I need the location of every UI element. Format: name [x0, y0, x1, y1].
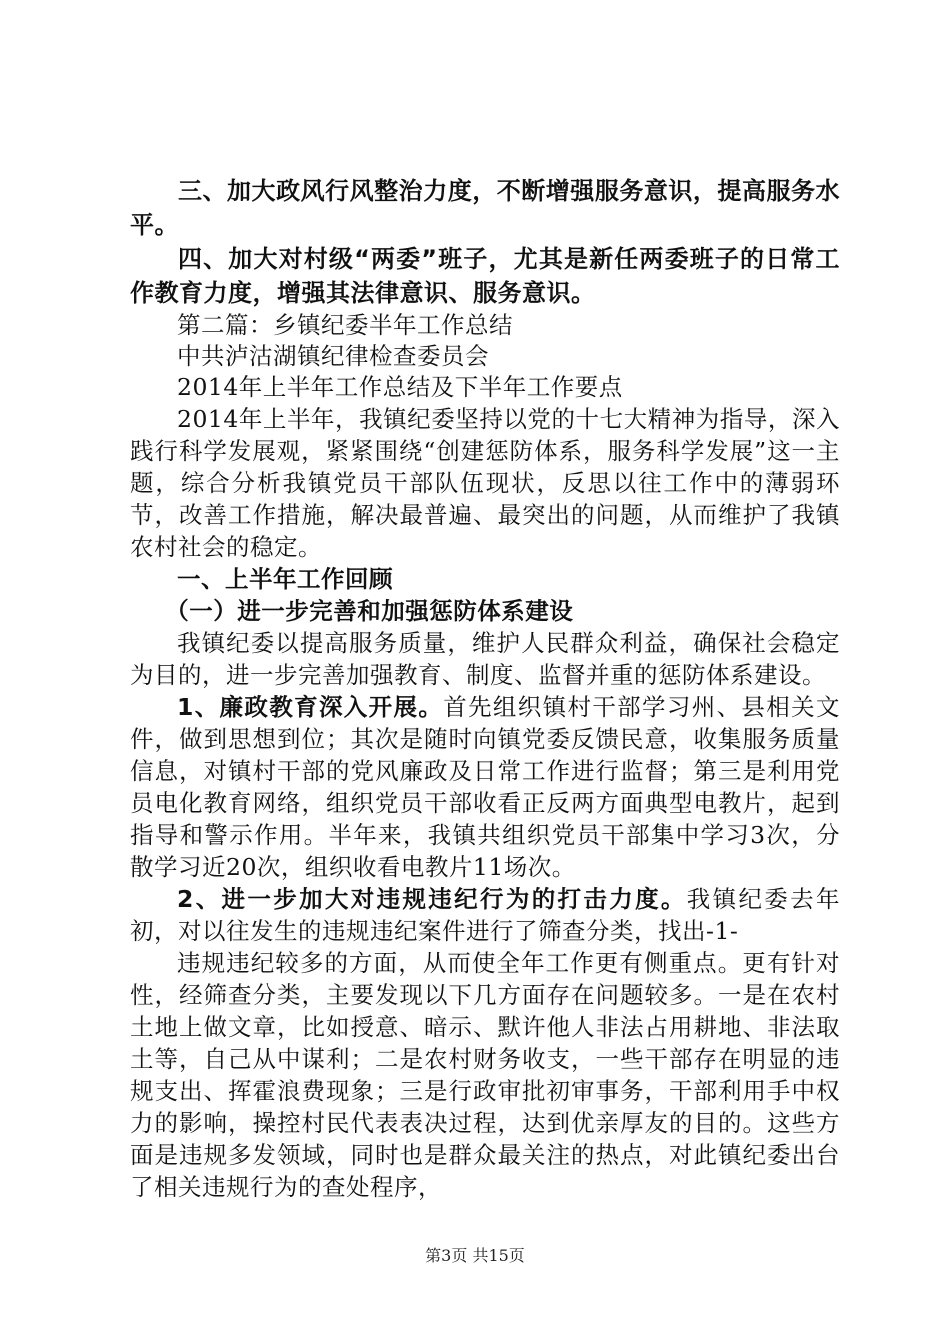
paragraph-integrity-education	[130, 691, 840, 883]
integrity-education-title: 1、廉政教育深入开展。	[177, 693, 444, 721]
document-body	[130, 174, 840, 1203]
paragraph-section-three: 三、加大政风行风整治力度，不断增强服务意识，提高服务水平。	[130, 177, 840, 239]
paragraph-crackdown	[130, 883, 840, 947]
paragraph-section-four: 四、加大对村级“两委”班子，尤其是新任两委班子的日常工作教育力度，增强其法律意识、服务意识。	[130, 245, 840, 307]
paragraph-intro: 2014年上半年，我镇纪委坚持以党的十七大精神为指导，深入践行科学发展观，紧紧围绕“创建惩防体系，服务科学发展”这一主题，综合分析我镇党员干部队伍现状，反思以往工作中的薄弱环节，改善工作措施，解决最普遍、最突出的问题，从而维护了我镇农村社会的稳定。	[130, 405, 840, 561]
paragraph-chapter-title: 第二篇：乡镇纪委半年工作总结	[177, 311, 513, 339]
subheading-prevention-system: （一）进一步完善和加强惩防体系建设	[165, 597, 574, 625]
paragraph-organization: 中共泸沽湖镇纪律检查委员会	[177, 342, 489, 370]
paragraph-report-title: 2014年上半年工作总结及下半年工作要点	[177, 373, 623, 401]
page-footer: 第3页 共15页	[425, 1246, 525, 1265]
heading-review: 一、上半年工作回顾	[177, 565, 393, 593]
paragraph-violations: 违规违纪较多的方面，从而使全年工作更有侧重点。更有针对性，经筛查分类，主要发现以下几方面存在问题较多。一是在农村土地上做文章，比如授意、暗示、默许他人非法占用耕地、非法取土等，自己从中谋利；二是农村财务收支，一些干部存在明显的违规支出、挥霍浪费现象；三是行政审批初审事务，干部利用手中权力的影响，操控村民代表表决过程，达到优亲厚友的目的。这些方面是违规多发领域，同时也是群众最关注的热点，对此镇纪委出台了相关违规行为的查处程序，	[130, 949, 840, 1201]
integrity-education-body: 首先组织镇村干部学习州、县相关文件，做到思想到位；其次是随时向镇党委反馈民意，收集服务质量信息，对镇村干部的党风廉政及日常工作进行监督；第三是利用党员电化教育网络，组织党员干部收看正反两方面典型电教片，起到指导和警示作用。半年来，我镇共组织党员干部集中学习3次，分散学习近20次，组织收看电教片11场次。	[130, 693, 840, 881]
crackdown-body: 我镇纪委去年初，对以往发生的违规违纪案件进行了筛查分类，找出-1-	[130, 885, 840, 945]
paragraph-prevention-system: 我镇纪委以提高服务质量，维护人民群众利益，确保社会稳定为目的，进一步完善加强教育、制度、监督并重的惩防体系建设。	[130, 629, 840, 689]
crackdown-title: 2、进一步加大对违规违纪行为的打击力度。	[177, 885, 687, 913]
